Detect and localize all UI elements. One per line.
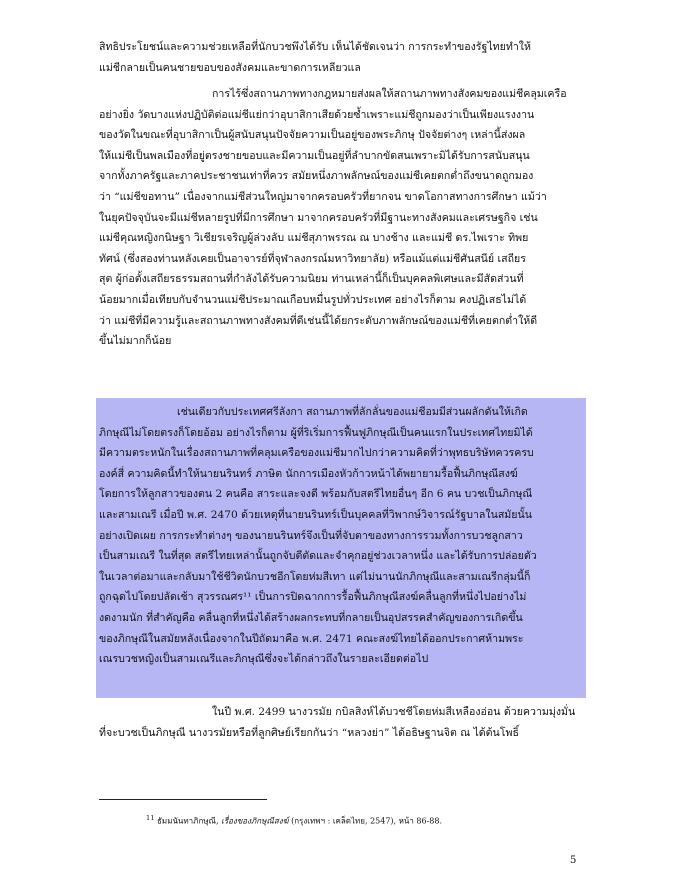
paragraph-3 (99, 402, 585, 670)
text-line: ภิกษุณีไม่โดยตรงก็โดยอ้อม อย่างไรก็ตาม ผู้ที่ริเริ่มการฟื้นฟูภิกษุณีเป็นคนแรกในประเทศไทยมิได้ (99, 426, 533, 439)
text-line: การไร้ซึ่งสถานภาพทางกฎหมายส่งผลให้สถานภาพทางสังคมของแม่ชีคลุมเครือ (212, 88, 567, 100)
footnote-publication: (กรุงเทพฯ : เคล็ดไทย, 2547), หน้า 86-88. (291, 816, 443, 826)
text-line: จากทั้งภาครัฐและภาคประชาชนเท่าที่ควร สมัยหนึ่งภาพลักษณ์ของแม่ชีเคยตกต่ำถึงขนาดถูกมอง (99, 170, 534, 183)
text-line: น้อยมากเมื่อเทียบกับจำนวนแม่ชีประมาณเกือบหมื่นรูปทั่วประเทศ อย่างไรก็ตาม คงปฏิเสธไม่ได้ (99, 293, 527, 306)
paragraph-1 (99, 37, 585, 78)
footnote-separator (99, 799, 267, 800)
text-line: ในปี พ.ศ. 2499 นางวรมัย กบิลสิงห์ได้บวชชีโดยห่มสีเหลืองอ่อน ด้วยความมุ่งมั่น (212, 706, 576, 718)
text-line: ในเวลาต่อมาและกลับมาใช้ชีวิตนักบวชอีกโดยห่มสีเทา แต่ไม่นานนักภิกษุณีและสามเณรีกลุ่มนี้ก็ (99, 570, 531, 583)
text-line: ว่า แม่ชีที่มีความรู้และสถานภาพทางสังคมที่ดีเช่นนี้ได้ยกระดับภาพลักษณ์ของแม่ชีที่เคยตกต่ำให้ดี (99, 314, 538, 327)
text-line: แม่ชีคุณหญิงกนิษฐา วิเชียรเจริญผู้ล่วงลับ แม่ชีสุภาพรรณ ณ บางช้าง และแม่ชี ดร.ไพเราะ ทิพย (99, 232, 529, 245)
text-line: ขึ้นไม่มากก็น้อย (99, 335, 172, 348)
text-line: ให้แม่ชีเป็นพลเมืองที่อยู่ตรงชายขอบและมีความเป็นอยู่ที่ลำบากขัดสนเพราะมิได้รับการสนับสนุน (99, 149, 530, 162)
text-line: แม่ชีกลายเป็นคนชายขอบของสังคมและขาดการเหลียวแล (99, 61, 361, 74)
text-line: องค์สี่ ความคิดนี้ทำให้นายนรินทร์ ภาษิต นักการเมืองหัวก้าวหน้าได้พยายามรื้อฟื้นภิกษุณีสงฆ์ (99, 467, 518, 480)
text-line: มีความตระหนักในเรื่องสถานภาพที่คลุมเครือของแม่ชีมากไปกว่าความคิดที่ว่าพุทธบริษัทควรครบ (99, 447, 534, 460)
text-line: อย่างเปิดเผย การกระทำต่างๆ ของนายนรินทร์จึงเป็นที่จับตาของทางการรวมทั้งการบวชลูกสาว (99, 529, 523, 542)
footnote-title: เรื่องของภิกษุณีสงฆ์ (221, 816, 289, 826)
footnote (146, 814, 442, 828)
text-line: โดยการให้ลูกสาวของตน 2 คนคือ สาระและจงดี พร้อมกับสตรีไทยอื่นๆ อีก 6 คน บวชเป็นภิกษุณี (99, 488, 533, 501)
text-line: ว่า “แม่ชีขอทาน” เนื่องจากแม่ชีส่วนใหญ่มาจากครอบครัวที่ยากจน ขาดโอกาสทางการศึกษา แม้ว่า (99, 190, 547, 203)
text-line: และสามเณรี เมื่อปี พ.ศ. 2470 ด้วยเหตุที่นายนรินทร์เป็นบุคคลที่วิพากษ์วิจารณ์รัฐบาลในสมัยนั้น (99, 508, 532, 521)
text-line: ของวัดในขณะที่อุบาสิกาเป็นผู้สนับสนุนปัจจัยความเป็นอยู่ของพระภิกษุ ปัจจัยต่างๆ เหล่านี้ส่งผล (99, 129, 526, 142)
text-line: สิทธิประโยชน์และความช่วยเหลือที่นักบวชพึงได้รับ เห็นได้ชัดเจนว่า การกระทำของรัฐไทยทำให้ (99, 41, 531, 53)
text-line: ถูกฉุดไปโดยปลัดเช้า สุวรรณศร¹¹ เป็นการปิดฉากการรื้อฟื้นภิกษุณีสงฆ์คลื่นลูกที่หนึ่งไปอย่างไม่ (99, 591, 527, 604)
text-line: งดงามนัก ที่สำคัญคือ คลื่นลูกที่หนึ่งได้สร้างผลกระทบที่กลายเป็นอุปสรรคสำคัญของการเกิดขึ้น (99, 611, 523, 624)
text-line: เณรบวชหญิงเป็นสามเณรีและภิกษุณีซึ่งจะได้กล่าวถึงในรายละเอียดต่อไป (99, 653, 429, 666)
text-line: ที่จะบวชเป็นภิกษุณี นางวรมัยหรือที่ลูกศิษย์เรียกกันว่า “หลวงย่า” ได้อธิษฐานจิต ณ ได้ต้นโพธิ์ (99, 726, 519, 739)
text-line: ในยุคปัจจุบันจะมีแม่ชีหลายรูปที่มีการศึกษา มาจากครอบครัวที่มีฐานะทางสังคมและเศรษฐกิจ เช่น (99, 211, 538, 224)
paragraph-4 (99, 702, 585, 743)
footnote-number: 11 (146, 814, 155, 822)
footnote-author: ธัมมนันทาภิกษุณี, (157, 816, 219, 826)
text-line: เช่นเดียวกับประเทศศรีลังกา สถานภาพที่ลักลั่นของแม่ชีอมมีส่วนผลักดันให้เกิด (177, 406, 528, 418)
text-line: ทัศน์ (ซึ่งสองท่านหลังเคยเป็นอาจารย์ที่จุฬาลงกรณ์มหาวิทยาลัย) หรือแม้แต่แม่ชีศันสนีย์ เสถียร (99, 252, 526, 265)
text-line: อย่างยิ่ง วัดบางแห่งปฏิบัติต่อแม่ชีแย่กว่าอุบาสิกาเสียด้วยซ้ำเพราะแม่ชีถูกมองว่าเป็นเพียงแรงงาน (99, 108, 535, 121)
paragraph-2 (99, 84, 585, 352)
text-line: สุต ผู้ก่อตั้งเสถียรธรรมสถานที่กำลังได้รับความนิยม ท่านเหล่านี้ก็เป็นบุคคลพิเศษและมีสัดส่วนที่ (99, 273, 524, 286)
text-line: ของภิกษุณีในสมัยหลังเนื่องจากในปีถัดมาคือ พ.ศ. 2471 คณะสงฆ์ไทยได้ออกประกาศห้ามพระ (99, 632, 524, 645)
page-number: 5 (570, 855, 577, 866)
text-line: เป็นสามเณรี ในที่สุด สตรีไทยเหล่านั้นถูกจับตีตัดและจำคุกอยู่ช่วงเวลาหนึ่ง และได้รับการปล่อยตัว (99, 550, 537, 563)
